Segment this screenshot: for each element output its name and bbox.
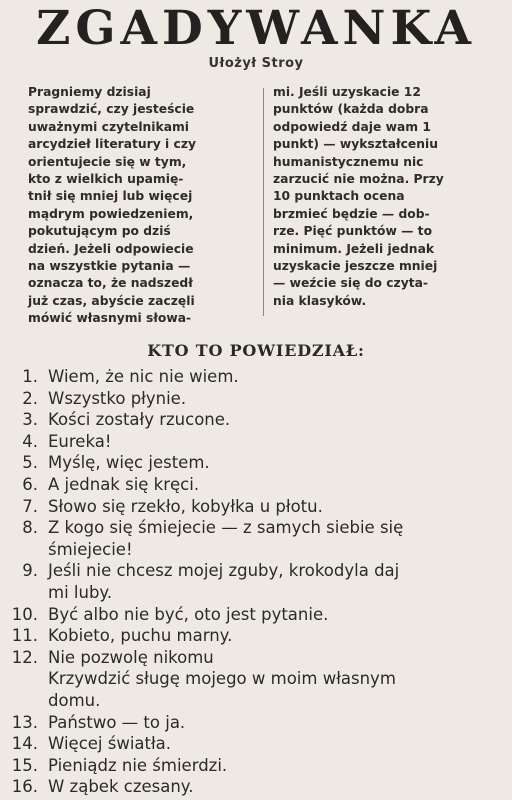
quote-text — [48, 496, 323, 518]
quote-line: Pieniądz nie śmierdzi. — [48, 755, 228, 775]
intro-line: Pragniemy dzisiaj — [28, 85, 151, 99]
intro-line: nia klasyków. — [273, 293, 367, 308]
quote-number: 10. — [11, 604, 38, 624]
quote-text — [48, 431, 111, 453]
intro-line: mówić własnymi słowa- — [28, 311, 192, 326]
quote-item — [0, 604, 512, 626]
quote-number: 4. — [22, 431, 38, 451]
quote-item — [0, 409, 512, 431]
quote-item — [0, 647, 512, 712]
intro-line: — weźcie się do czyta- — [273, 276, 428, 291]
page-title: ZGADYWANKA — [36, 1, 476, 56]
intro-line: uzyskacie jeszcze mniej — [273, 259, 438, 274]
intro-line: pokutującym po dziś — [28, 224, 171, 239]
intro-line: punkt) — wykształceniu — [273, 137, 438, 152]
quotes-list — [0, 366, 512, 798]
intro-line: zarzucić nie można. Przy — [273, 172, 444, 187]
quote-text — [48, 560, 399, 603]
quote-number: 1. — [22, 367, 38, 386]
quote-line: A jednak się kręci. — [48, 474, 200, 494]
quote-line: Eureka! — [48, 431, 112, 451]
quote-line: mi luby. — [48, 582, 113, 602]
intro-line: orientujecie się w tym, — [28, 154, 187, 169]
intro-line: arcydzieł literatury i czy — [28, 137, 196, 152]
intro-line: dzień. Jeżeli odpowiecie — [28, 241, 194, 256]
quote-item — [0, 712, 512, 734]
intro-line: już czas, abyście zaczęli — [28, 293, 195, 308]
quote-item — [0, 366, 512, 388]
quote-text — [48, 604, 328, 626]
quote-item — [0, 776, 512, 798]
quote-item — [0, 496, 512, 518]
quote-line: Z kogo się śmiejecie — z samych siebie się — [48, 518, 404, 538]
intro-line: punktów (każda dobra — [273, 102, 429, 117]
quote-text — [48, 625, 232, 647]
quote-number: 8. — [22, 518, 38, 538]
quote-line: Nie pozwolę nikomu — [48, 647, 214, 667]
quote-line: Kości zostały rzucone. — [48, 410, 231, 430]
quote-number: 7. — [22, 496, 38, 516]
quote-item — [0, 388, 512, 410]
quote-text — [48, 776, 193, 798]
quote-item — [0, 625, 512, 647]
quote-text — [48, 733, 171, 755]
intro-column-right — [273, 84, 499, 324]
quote-line: Więcej światła. — [48, 734, 172, 754]
quote-number: 3. — [22, 410, 38, 430]
intro-line: 10 punktach ocena — [273, 189, 405, 204]
intro-column-left — [28, 84, 260, 324]
quote-item — [0, 755, 512, 777]
quote-item — [0, 733, 512, 755]
quote-number: 6. — [22, 474, 38, 494]
quote-text — [48, 755, 227, 777]
column-divider — [263, 88, 264, 316]
quote-text — [48, 712, 185, 734]
quote-number: 2. — [22, 388, 38, 408]
quote-text — [48, 388, 186, 410]
quote-line: śmiejecie! — [48, 539, 133, 559]
quote-number: 15. — [11, 755, 38, 775]
quote-number: 11. — [11, 626, 38, 646]
quote-number: 12. — [11, 647, 38, 667]
intro-line: brzmieć będzie — dob- — [273, 206, 430, 221]
quote-number: 13. — [11, 712, 38, 732]
quote-text — [48, 517, 403, 560]
quote-text — [48, 409, 230, 431]
quote-line: Wszystko płynie. — [48, 388, 187, 408]
intro-line: kto z wielkich upamię- — [28, 172, 184, 187]
quote-item — [0, 517, 512, 560]
intro-line: minimum. Jeżeli jednak — [273, 241, 435, 256]
quote-line: Państwo — to ja. — [48, 712, 186, 732]
quote-text — [48, 647, 396, 712]
quote-text — [48, 452, 210, 474]
quote-line: Wiem, że nic nie wiem. — [48, 367, 239, 386]
quote-item — [0, 474, 512, 496]
intro-line: na wszystkie pytania — — [28, 259, 191, 274]
quote-line: Jeśli nie chcesz mojej zguby, krokodyla daj — [48, 561, 400, 581]
quote-line: Kobieto, puchu marny. — [48, 626, 233, 646]
quote-item — [0, 431, 512, 453]
quote-number: 14. — [11, 734, 38, 754]
quote-number: 16. — [11, 777, 38, 797]
intro-line: oznacza to, że nadszedł — [28, 276, 193, 291]
quote-line: Krzywdzić sługę mojego w moim własnym — [48, 669, 396, 689]
quote-number: 9. — [22, 561, 38, 581]
quote-number: 5. — [22, 453, 38, 473]
quote-line: W ząbek czesany. — [48, 777, 194, 797]
quote-item — [0, 452, 512, 474]
intro-line: sprawdzić, czy jesteście — [28, 102, 195, 117]
author-byline: Ułożył Stroy — [208, 56, 304, 71]
quote-item — [0, 560, 512, 603]
quote-line: Słowo się rzekło, kobyłka u płotu. — [48, 496, 323, 516]
quiz-heading: KTO TO POWIEDZIAŁ: — [147, 341, 365, 360]
quote-line: Myślę, więc jestem. — [48, 453, 210, 473]
intro-line: mądrym powiedzeniem, — [28, 206, 194, 221]
quote-text — [48, 366, 239, 388]
intro-line: humanistycznemu nic — [273, 154, 424, 169]
quote-text — [48, 474, 199, 496]
intro-line: rze. Pięć punktów — to — [273, 224, 433, 239]
quote-line: Być albo nie być, oto jest pytanie. — [48, 604, 329, 624]
intro-line: tnił się mniej lub więcej — [28, 189, 193, 204]
intro-line: odpowiedź daje wam 1 — [273, 119, 431, 134]
intro-line: mi. Jeśli uzyskacie 12 — [273, 85, 421, 99]
intro-line: uważnymi czytelnikami — [28, 119, 190, 134]
quote-line: domu. — [48, 690, 101, 710]
